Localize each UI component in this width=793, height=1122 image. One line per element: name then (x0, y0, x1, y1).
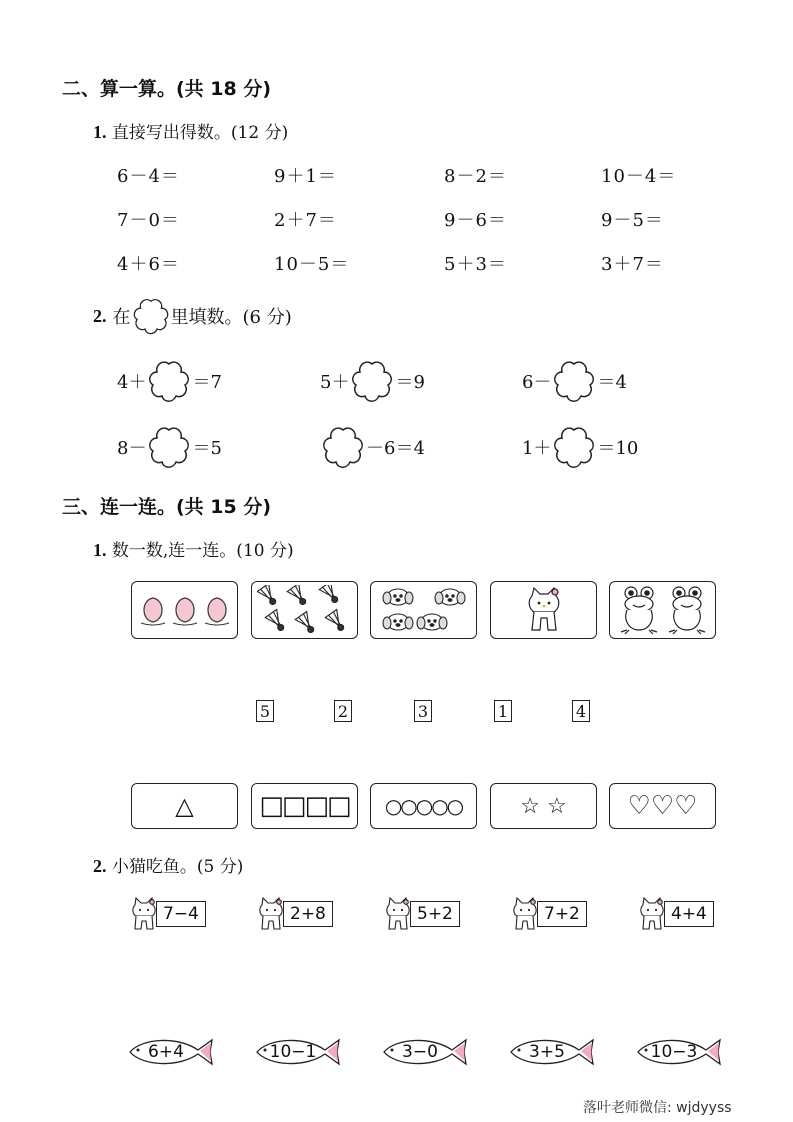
equation: 6－4＝ (117, 166, 180, 187)
picture-box-shuttlecocks[interactable] (251, 581, 358, 639)
equation: 10－4＝ (601, 166, 677, 187)
number-card[interactable]: 4 (572, 700, 590, 722)
q2-1-heading (93, 118, 288, 143)
q3-2-heading (93, 852, 243, 877)
cat-card[interactable] (384, 897, 460, 931)
circle-icon: ○○○○○ (384, 794, 463, 818)
puppy-icon (374, 584, 474, 636)
flower-equation (522, 424, 638, 470)
shape-box-stars[interactable] (490, 783, 597, 829)
cat-icon (511, 897, 539, 931)
flower-blank-icon[interactable] (320, 424, 366, 470)
number-card[interactable]: 3 (414, 700, 432, 722)
frog-icon (615, 584, 711, 636)
flower-blank-icon[interactable] (551, 358, 597, 404)
q2-2-number: 2. (93, 305, 107, 326)
flower-blank-icon[interactable] (146, 358, 192, 404)
fish-expression: 10−3 (650, 1042, 698, 1062)
equation: 2＋7＝ (274, 210, 337, 231)
equation: 7－0＝ (117, 210, 180, 231)
flower-equation (320, 358, 425, 404)
equation: 9＋1＝ (274, 166, 337, 187)
q3-1-number: 1. (93, 540, 107, 560)
kitten-icon (524, 586, 564, 634)
peach-icon (137, 590, 233, 630)
fish-expression: 3−0 (402, 1042, 438, 1062)
q2-2-prompt-pre: 在 (112, 307, 131, 328)
flower-equation (320, 424, 425, 470)
q2-2-prompt-post: 里填数。(6 分) (170, 307, 292, 328)
fish-expression: 10−1 (269, 1042, 317, 1062)
cat-card[interactable] (638, 897, 714, 931)
shape-box-squares[interactable] (251, 783, 358, 829)
cat-card[interactable] (511, 897, 587, 931)
q3-2-number: 2. (93, 856, 107, 876)
footer-watermark: 落叶老师微信: wjdyyss (583, 1100, 732, 1116)
cat-icon (384, 897, 412, 931)
number-card[interactable]: 2 (334, 700, 352, 722)
cat-icon (638, 897, 666, 931)
cat-expression: 7+2 (537, 901, 587, 927)
q3-2-prompt: 小猫吃鱼。(5 分) (111, 857, 244, 877)
equation-post: ＝9 (395, 372, 425, 393)
picture-box-peaches[interactable] (131, 581, 238, 639)
q2-1-number: 1. (93, 122, 107, 142)
flower-equation (117, 358, 222, 404)
shape-box-hearts[interactable] (609, 783, 716, 829)
cat-card[interactable] (257, 897, 333, 931)
square-icon: □□□□ (259, 791, 350, 821)
equation: 9－6＝ (444, 210, 507, 231)
number-card[interactable]: 1 (494, 700, 512, 722)
heart-icon: ♡♡♡ (627, 791, 698, 821)
flower-equation (522, 358, 627, 404)
equation-post: －6＝4 (366, 438, 425, 459)
equation: 9－5＝ (601, 210, 664, 231)
shape-box-triangle[interactable] (131, 783, 238, 829)
picture-box-puppies[interactable] (370, 581, 477, 639)
cat-expression: 2+8 (283, 901, 333, 927)
equation-post: ＝5 (192, 438, 222, 459)
picture-box-kitten[interactable] (490, 581, 597, 639)
flower-equation (117, 424, 222, 470)
equation: 10－5＝ (274, 254, 350, 275)
q3-1-heading (93, 536, 294, 561)
star-icon: ☆ ☆ (520, 793, 567, 819)
section-2-title: 二、算一算。(共 18 分) (62, 78, 272, 100)
cat-icon (257, 897, 285, 931)
q2-1-prompt: 直接写出得数。(12 分) (111, 123, 289, 143)
equation-pre: 4＋ (117, 372, 147, 393)
equation-post: ＝7 (192, 372, 222, 393)
equation-post: ＝4 (597, 372, 627, 393)
equation: 5＋3＝ (444, 254, 507, 275)
cat-expression: 7−4 (156, 901, 206, 927)
equation-pre: 5＋ (320, 372, 350, 393)
cat-expression: 5+2 (410, 901, 460, 927)
equation: 4＋6＝ (117, 254, 180, 275)
q2-2-heading (93, 296, 292, 336)
picture-box-frogs[interactable] (609, 581, 716, 639)
cat-card[interactable] (130, 897, 206, 931)
q3-1-prompt: 数一数,连一连。(10 分) (111, 541, 294, 561)
flower-blank-icon[interactable] (349, 358, 395, 404)
cat-expression: 4+4 (664, 901, 714, 927)
cat-icon (130, 897, 158, 931)
equation-pre: 1＋ (522, 438, 552, 459)
number-card[interactable]: 5 (256, 700, 274, 722)
fish-expression: 6+4 (148, 1042, 184, 1062)
section-3-title: 三、连一连。(共 15 分) (62, 496, 272, 518)
flower-blank-icon[interactable] (146, 424, 192, 470)
equation-post: ＝10 (597, 438, 639, 459)
equation-pre: 6－ (522, 372, 552, 393)
fish-expression: 3+5 (529, 1042, 565, 1062)
equation: 3＋7＝ (601, 254, 664, 275)
flower-blank-icon[interactable] (551, 424, 597, 470)
triangle-icon: △ (175, 792, 194, 820)
equation-pre: 8－ (117, 438, 147, 459)
shape-box-circles[interactable] (370, 783, 477, 829)
flower-icon (131, 296, 171, 336)
shuttlecock-icon (257, 585, 353, 635)
equation: 8－2＝ (444, 166, 507, 187)
